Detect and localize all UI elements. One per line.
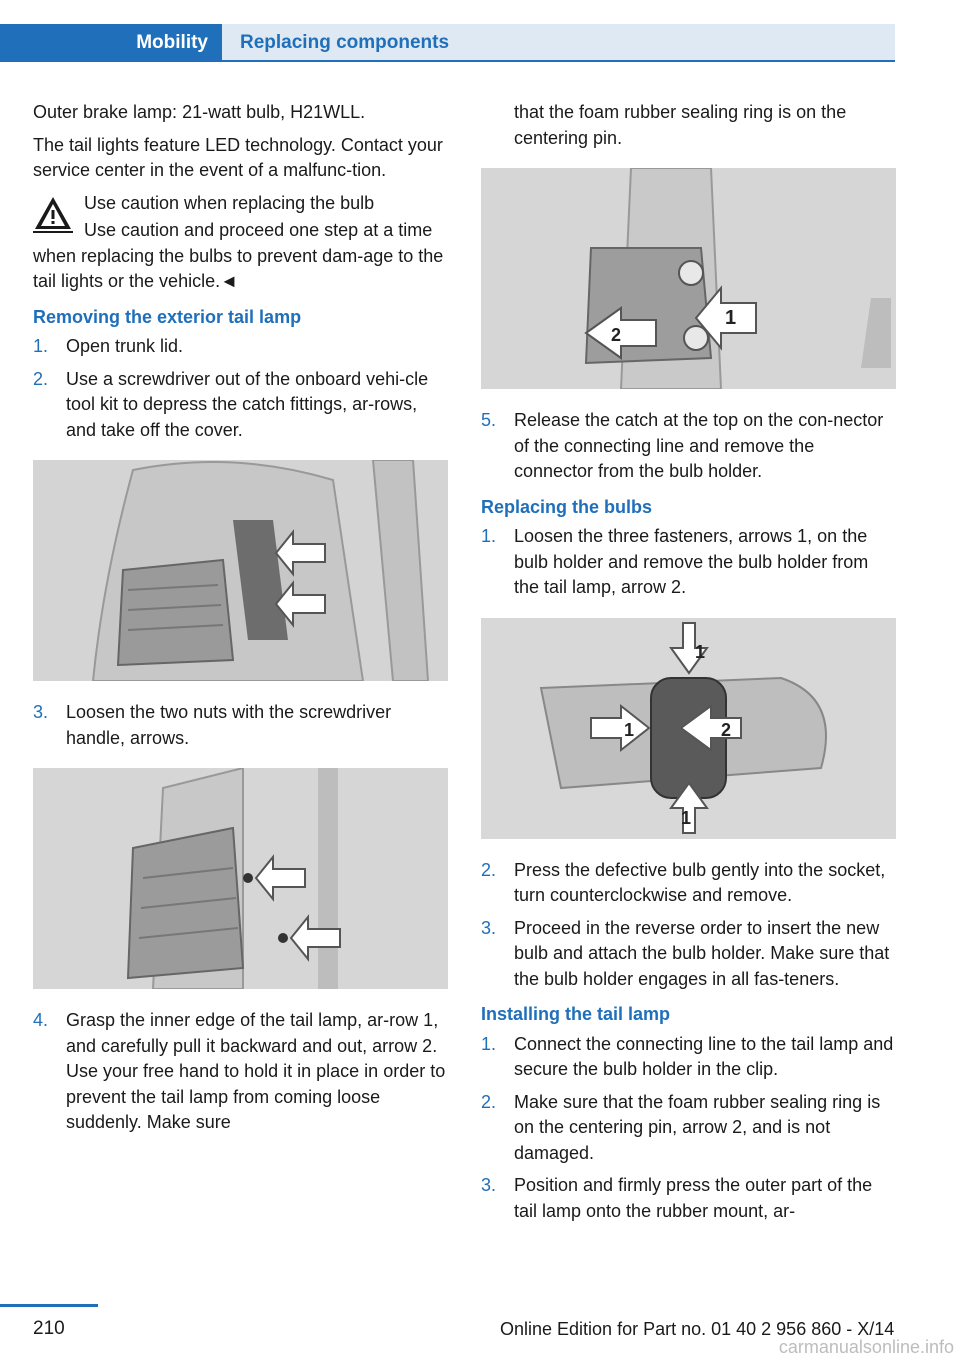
step-text: Press the defective bulb gently into the socket, turn counterclockwise and remove.	[514, 859, 886, 905]
list-item	[481, 858, 896, 909]
heading-removing-tail-lamp: Removing the exterior tail lamp	[33, 306, 302, 327]
section-tab-mobility[interactable]: Mobility	[0, 24, 222, 62]
step-number: 3.	[33, 702, 49, 722]
list-item	[481, 1090, 896, 1167]
list-item	[33, 334, 448, 360]
step-number: 1.	[33, 336, 49, 356]
list-item	[481, 408, 896, 485]
figure-bulb-holder	[481, 618, 896, 839]
figure-tail-lamp-cover	[33, 460, 448, 681]
left-column	[33, 100, 448, 1143]
step-number: 1.	[481, 526, 497, 546]
continued-text: that the foam rubber sealing ring is on the centering pin.	[514, 102, 847, 148]
page-header	[0, 24, 895, 62]
heading-replacing-bulbs: Replacing the bulbs	[481, 496, 653, 517]
list-item	[481, 1032, 896, 1083]
warning-triangle-icon	[33, 195, 73, 233]
edition-text: Online Edition for Part no. 01 40 2 956 860 - X/14	[500, 1319, 895, 1339]
figure-tail-lamp-nuts	[33, 768, 448, 989]
list-item	[481, 916, 896, 993]
list-item	[481, 1173, 896, 1224]
led-text: The tail lights feature LED technology. Contact your service center in the event of a malfunc-tion.	[33, 134, 443, 180]
step-text: Loosen the three fasteners, arrows 1, on the bulb holder and remove the bulb holder from the tail lamp, arrow 2.	[514, 526, 869, 597]
warning-title: Use caution when replacing the bulb	[84, 192, 375, 213]
figure-label: 2	[721, 719, 732, 740]
list-item	[33, 367, 448, 444]
step-number: 2.	[481, 859, 497, 880]
step-number: 4.	[33, 1010, 49, 1030]
step-text: Connect the connecting line to the tail lamp and secure the bulb holder in the clip.	[514, 1033, 894, 1079]
page-number: 210	[33, 1318, 65, 1339]
right-column	[481, 100, 896, 1231]
step-text: Proceed in the reverse order to insert the new bulb and attach the bulb holder. Make sure that the bulb holder engages in all fas-teners.	[514, 917, 890, 989]
section-tab-replacing-components[interactable]: Replacing components	[222, 24, 895, 62]
step-text: Position and firmly press the outer part of the tail lamp onto the rubber mount, ar-	[514, 1175, 873, 1221]
list-item	[33, 1008, 448, 1136]
figure-label: 1	[725, 307, 737, 329]
step-number: 2.	[481, 1091, 497, 1112]
brake-lamp-text: Outer brake lamp: 21-watt bulb, H21WLL.	[33, 102, 366, 122]
step-text: Open trunk lid.	[66, 336, 184, 356]
step-text: Use a screwdriver out of the onboard vehi-cle tool kit to depress the catch fittings, ar-rows, and take off the cover.	[66, 368, 429, 440]
list-item	[33, 700, 448, 751]
figure-label: 2	[611, 325, 622, 345]
step-number: 3.	[481, 1175, 497, 1195]
heading-installing-tail-lamp: Installing the tail lamp	[481, 1004, 671, 1024]
figure-label: 1	[624, 719, 635, 740]
step-text: Grasp the inner edge of the tail lamp, ar-row 1, and carefully pull it backward and out, arrow 2. Use your free hand to hold it in place in order to prevent the tail lamp from coming loose suddenly. Make sure	[66, 1010, 446, 1132]
step-text: Loosen the two nuts with the screwdriver handle, arrows.	[66, 702, 392, 748]
watermark: carmanualsonline.info	[778, 1337, 954, 1357]
step-text: Make sure that the foam rubber sealing ring is on the centering pin, arrow 2, and is not damaged.	[514, 1091, 881, 1163]
warning-body: Use caution and proceed one step at a time when replacing the bulbs to prevent dam-age to the tail lights or the vehicle.◄	[33, 220, 444, 291]
step-number: 1.	[481, 1033, 497, 1054]
footer-rule	[0, 1304, 98, 1307]
figure-pull-tail-lamp	[481, 168, 896, 389]
list-item	[481, 524, 896, 601]
warning-block	[33, 191, 448, 295]
figure-label: 1	[695, 641, 706, 662]
step-text: Release the catch at the top on the con-nector of the connecting line and remove the connector from the bulb holder.	[514, 410, 884, 481]
step-number: 2.	[33, 368, 49, 389]
step-number: 5.	[481, 410, 497, 430]
figure-label: 1	[681, 807, 692, 828]
step-number: 3.	[481, 917, 497, 938]
header-rule	[0, 60, 895, 62]
